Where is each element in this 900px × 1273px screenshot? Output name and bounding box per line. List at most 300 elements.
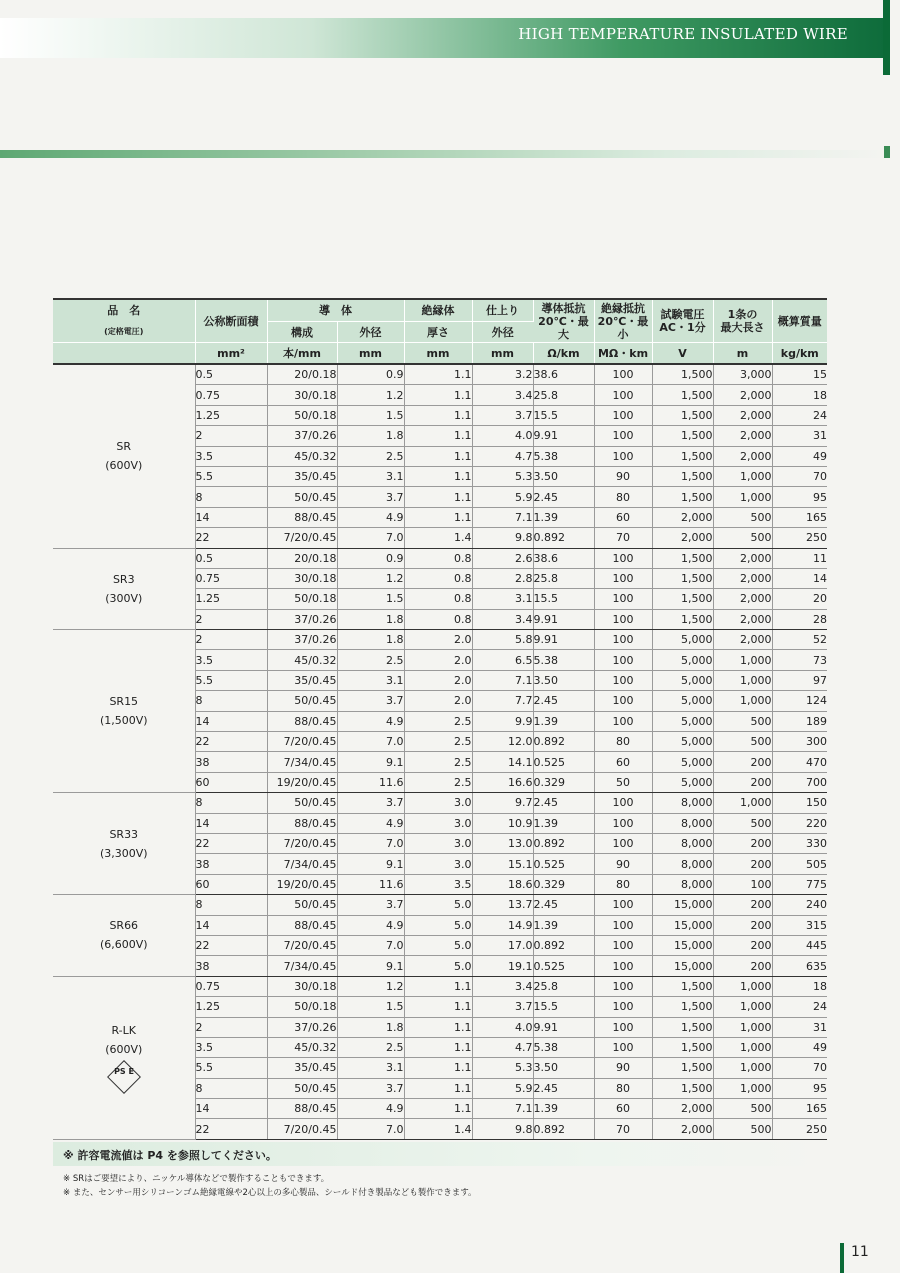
table-cell: 1.1 xyxy=(404,976,472,996)
product-voltage: (300V) xyxy=(105,591,143,605)
table-cell: 5.38 xyxy=(533,446,594,466)
product-name: SR66 xyxy=(109,919,139,933)
table-cell: 8 xyxy=(195,895,267,915)
table-cell: 37/0.26 xyxy=(267,609,337,629)
table-cell: 7.1 xyxy=(472,507,533,527)
table-cell: 88/0.45 xyxy=(267,711,337,731)
header-product-sub: (定格電圧) xyxy=(104,327,144,336)
table-cell: 0.892 xyxy=(533,833,594,853)
table-cell: 100 xyxy=(594,650,652,670)
table-cell: 45/0.32 xyxy=(267,1037,337,1057)
table-cell: 315 xyxy=(772,915,827,935)
table-cell: 250 xyxy=(772,528,827,548)
table-cell: 5,000 xyxy=(652,691,713,711)
table-cell: 1,500 xyxy=(652,446,713,466)
table-cell: 3.1 xyxy=(472,589,533,609)
table-cell: 11.6 xyxy=(337,772,404,792)
header-product-spacer xyxy=(53,343,195,365)
table-cell: 2,000 xyxy=(713,609,772,629)
table-cell: 3.50 xyxy=(533,1058,594,1078)
table-cell: 1,500 xyxy=(652,426,713,446)
table-cell: 60 xyxy=(594,752,652,772)
table-cell: 80 xyxy=(594,732,652,752)
table-cell: 15,000 xyxy=(652,915,713,935)
table-cell: 90 xyxy=(594,466,652,486)
table-cell: 1.39 xyxy=(533,711,594,731)
table-cell: 11 xyxy=(772,548,827,568)
table-cell: 1.25 xyxy=(195,405,267,425)
header-finish-od: 外径 xyxy=(472,322,533,343)
table-cell: 1.5 xyxy=(337,405,404,425)
table-body xyxy=(53,364,827,1139)
table-cell: 220 xyxy=(772,813,827,833)
header-product: 品 名 (定格電圧) xyxy=(53,299,195,343)
table-cell: 3.0 xyxy=(404,793,472,813)
table-cell: 13.0 xyxy=(472,833,533,853)
table-cell: 20 xyxy=(772,589,827,609)
table-cell: 8 xyxy=(195,793,267,813)
table-cell: 35/0.45 xyxy=(267,466,337,486)
table-cell: 7/20/0.45 xyxy=(267,528,337,548)
table-cell: 38.6 xyxy=(533,548,594,568)
table-cell: 1.1 xyxy=(404,426,472,446)
table-cell: 95 xyxy=(772,487,827,507)
table-cell: 1.5 xyxy=(337,997,404,1017)
table-cell: 18.6 xyxy=(472,874,533,894)
table-cell: 4.7 xyxy=(472,446,533,466)
table-cell: 2.0 xyxy=(404,670,472,690)
table-cell: 2 xyxy=(195,630,267,650)
table-cell: 3.7 xyxy=(472,405,533,425)
table-cell: 1,000 xyxy=(713,1078,772,1098)
table-cell: 60 xyxy=(195,874,267,894)
table-cell: 1,500 xyxy=(652,548,713,568)
page-number-bar xyxy=(840,1243,844,1273)
table-cell: 0.5 xyxy=(195,364,267,385)
table-cell: 0.892 xyxy=(533,732,594,752)
table-cell: 5.5 xyxy=(195,1058,267,1078)
table-cell: 0.329 xyxy=(533,772,594,792)
table-cell: 3.5 xyxy=(195,650,267,670)
table-cell: 165 xyxy=(772,1099,827,1119)
table-cell: 73 xyxy=(772,650,827,670)
table-cell: 500 xyxy=(713,1099,772,1119)
table-cell: 0.525 xyxy=(533,854,594,874)
header-conductor: 導 体 xyxy=(267,299,404,322)
table-cell: 1.1 xyxy=(404,1058,472,1078)
table-cell: 100 xyxy=(594,1037,652,1057)
header-cond-od: 外径 xyxy=(337,322,404,343)
table-cell: 1.8 xyxy=(337,426,404,446)
table-cell: 22 xyxy=(195,732,267,752)
table-cell: 52 xyxy=(772,630,827,650)
table-cell: 37/0.26 xyxy=(267,630,337,650)
table-cell: 1,500 xyxy=(652,997,713,1017)
table-cell: 1.2 xyxy=(337,568,404,588)
table-cell: 200 xyxy=(713,752,772,772)
product-voltage: (1,500V) xyxy=(99,714,148,728)
table-cell: 5.3 xyxy=(472,466,533,486)
divider-tick xyxy=(884,146,890,158)
table-cell: 5,000 xyxy=(652,711,713,731)
table-cell: 0.75 xyxy=(195,568,267,588)
table-cell: 12.0 xyxy=(472,732,533,752)
table-cell: 7/20/0.45 xyxy=(267,833,337,853)
table-cell: 2 xyxy=(195,1017,267,1037)
table-cell: 165 xyxy=(772,507,827,527)
table-cell: 500 xyxy=(713,1119,772,1139)
table-cell: 1.1 xyxy=(404,1078,472,1098)
table-cell: 2.5 xyxy=(404,772,472,792)
table-cell: 28 xyxy=(772,609,827,629)
table-cell: 14.9 xyxy=(472,915,533,935)
unit-weight: kg/km xyxy=(772,343,827,365)
table-cell: 505 xyxy=(772,854,827,874)
table-cell: 24 xyxy=(772,997,827,1017)
table-cell: 30/0.18 xyxy=(267,385,337,405)
table-cell: 200 xyxy=(713,895,772,915)
table-cell: 189 xyxy=(772,711,827,731)
header-weight: 概算質量 xyxy=(772,299,827,343)
table-cell: 2.5 xyxy=(404,711,472,731)
note-nickel: ※ SRはご要望により、ニッケル導体などで製作することもできます。 xyxy=(63,1174,330,1184)
table-cell: 100 xyxy=(594,548,652,568)
table-row xyxy=(53,364,827,385)
table-cell: 2,000 xyxy=(713,630,772,650)
table-cell: 9.8 xyxy=(472,1119,533,1139)
table-cell: 3.5 xyxy=(195,446,267,466)
header-max-length: 1条の 最大長さ xyxy=(713,299,772,343)
table-cell: 7/20/0.45 xyxy=(267,1119,337,1139)
table-cell: 7.0 xyxy=(337,833,404,853)
table-cell: 3.2 xyxy=(472,364,533,385)
table-cell: 2.5 xyxy=(404,732,472,752)
table-cell: 0.525 xyxy=(533,956,594,976)
table-cell: 200 xyxy=(713,915,772,935)
unit-resistance: Ω/km xyxy=(533,343,594,365)
table-cell: 500 xyxy=(713,732,772,752)
table-cell: 100 xyxy=(594,956,652,976)
table-cell: 9.91 xyxy=(533,609,594,629)
product-cell xyxy=(53,548,195,630)
table-cell: 35/0.45 xyxy=(267,1058,337,1078)
table-cell: 150 xyxy=(772,793,827,813)
note-allowable-current: ※ 許容電流値は P4 を参照してください。 xyxy=(63,1149,277,1162)
table-cell: 20/0.18 xyxy=(267,364,337,385)
product-cell xyxy=(53,364,195,548)
table-cell: 14 xyxy=(195,1099,267,1119)
table-cell: 14 xyxy=(195,507,267,527)
table-cell: 1,000 xyxy=(713,670,772,690)
table-cell: 100 xyxy=(594,813,652,833)
table-cell: 0.5 xyxy=(195,548,267,568)
table-cell: 38 xyxy=(195,752,267,772)
table-cell: 1.2 xyxy=(337,385,404,405)
table-cell: 1.39 xyxy=(533,507,594,527)
table-cell: 2,000 xyxy=(713,446,772,466)
table-cell: 100 xyxy=(594,670,652,690)
table-cell: 5,000 xyxy=(652,670,713,690)
table-cell: 1.1 xyxy=(404,466,472,486)
table-cell: 0.75 xyxy=(195,385,267,405)
table-cell: 500 xyxy=(713,528,772,548)
table-cell: 14 xyxy=(772,568,827,588)
table-cell: 11.6 xyxy=(337,874,404,894)
table-cell: 7.7 xyxy=(472,691,533,711)
table-cell: 50/0.45 xyxy=(267,691,337,711)
table-cell: 2.45 xyxy=(533,793,594,813)
table-cell: 9.1 xyxy=(337,752,404,772)
table-cell: 0.9 xyxy=(337,548,404,568)
table-cell: 88/0.45 xyxy=(267,1099,337,1119)
table-cell: 2,000 xyxy=(713,589,772,609)
table-cell: 70 xyxy=(594,528,652,548)
table-cell: 38 xyxy=(195,956,267,976)
table-cell: 15.5 xyxy=(533,589,594,609)
table-cell: 100 xyxy=(594,997,652,1017)
table-cell: 1,000 xyxy=(713,1037,772,1057)
table-cell: 5,000 xyxy=(652,630,713,650)
table-row xyxy=(53,793,827,813)
table-cell: 8,000 xyxy=(652,833,713,853)
table-cell: 50/0.45 xyxy=(267,487,337,507)
table-cell: 49 xyxy=(772,1037,827,1057)
table-cell: 60 xyxy=(594,507,652,527)
product-name: R-LK xyxy=(111,1023,136,1037)
table-cell: 90 xyxy=(594,1058,652,1078)
product-voltage: (600V) xyxy=(105,459,143,473)
table-cell: 50/0.18 xyxy=(267,405,337,425)
table-cell: 100 xyxy=(594,589,652,609)
table-cell: 3.7 xyxy=(337,895,404,915)
note-other-products: ※ また、センサー用シリコーンゴム絶縁電線や2心以上の多心製品、シールド付き製品なども製作できます。 xyxy=(63,1188,477,1198)
table-cell: 1.39 xyxy=(533,915,594,935)
table-cell: 4.9 xyxy=(337,915,404,935)
table-cell: 1.1 xyxy=(404,1037,472,1057)
table-cell: 500 xyxy=(713,507,772,527)
table-cell: 60 xyxy=(195,772,267,792)
table-cell: 700 xyxy=(772,772,827,792)
table-cell: 5.9 xyxy=(472,487,533,507)
table-cell: 500 xyxy=(713,711,772,731)
table-cell: 5,000 xyxy=(652,650,713,670)
table-cell: 60 xyxy=(594,1099,652,1119)
table-cell: 3.0 xyxy=(404,833,472,853)
table-cell: 100 xyxy=(594,895,652,915)
table-cell: 15.1 xyxy=(472,854,533,874)
table-cell: 9.9 xyxy=(472,711,533,731)
table-cell: 14 xyxy=(195,813,267,833)
table-cell: 37/0.26 xyxy=(267,1017,337,1037)
table-cell: 300 xyxy=(772,732,827,752)
header-resistance: 導体抵抗 20℃・最大 xyxy=(533,299,594,343)
table-cell: 18 xyxy=(772,976,827,996)
table-cell: 3.0 xyxy=(404,813,472,833)
header-construction: 構成 xyxy=(267,322,337,343)
table-cell: 200 xyxy=(713,935,772,955)
table-cell: 7/20/0.45 xyxy=(267,935,337,955)
table-cell: 4.9 xyxy=(337,1099,404,1119)
table-row xyxy=(53,895,827,915)
table-cell: 200 xyxy=(713,956,772,976)
table-cell: 240 xyxy=(772,895,827,915)
table-cell: 2.45 xyxy=(533,895,594,915)
table-cell: 95 xyxy=(772,1078,827,1098)
table-header xyxy=(53,299,827,364)
table-cell: 38.6 xyxy=(533,364,594,385)
table-cell: 31 xyxy=(772,426,827,446)
table-cell: 0.892 xyxy=(533,528,594,548)
table-cell: 0.329 xyxy=(533,874,594,894)
table-cell: 445 xyxy=(772,935,827,955)
table-cell: 2 xyxy=(195,426,267,446)
table-cell: 1.5 xyxy=(337,589,404,609)
pse-mark-label: PS E xyxy=(113,1066,134,1076)
header-title: HIGH TEMPERATURE INSULATED WIRE xyxy=(518,25,848,43)
unit-cond-od: mm xyxy=(337,343,404,365)
table-row xyxy=(53,630,827,650)
table-cell: 1.39 xyxy=(533,1099,594,1119)
table-cell: 1.8 xyxy=(337,609,404,629)
table-cell: 50/0.45 xyxy=(267,895,337,915)
table-cell: 38 xyxy=(195,854,267,874)
table-cell: 6.5 xyxy=(472,650,533,670)
table-cell: 100 xyxy=(594,691,652,711)
table-cell: 1.25 xyxy=(195,589,267,609)
table-cell: 7/20/0.45 xyxy=(267,732,337,752)
table-cell: 2.0 xyxy=(404,691,472,711)
table-cell: 9.8 xyxy=(472,528,533,548)
table-cell: 1,500 xyxy=(652,385,713,405)
table-cell: 500 xyxy=(713,813,772,833)
table-cell: 70 xyxy=(594,1119,652,1139)
table-cell: 4.7 xyxy=(472,1037,533,1057)
header-thickness: 厚さ xyxy=(404,322,472,343)
table-cell: 15.5 xyxy=(533,405,594,425)
table-cell: 30/0.18 xyxy=(267,976,337,996)
table-row xyxy=(53,548,827,568)
table-cell: 2,000 xyxy=(652,1119,713,1139)
table-cell: 49 xyxy=(772,446,827,466)
table-cell: 22 xyxy=(195,528,267,548)
table-cell: 15.5 xyxy=(533,997,594,1017)
table-cell: 0.525 xyxy=(533,752,594,772)
table-cell: 80 xyxy=(594,1078,652,1098)
table-cell: 50 xyxy=(594,772,652,792)
product-name: SR xyxy=(116,440,132,454)
table-cell: 17.0 xyxy=(472,935,533,955)
table-cell: 1.1 xyxy=(404,997,472,1017)
table-cell: 3.4 xyxy=(472,976,533,996)
table-cell: 100 xyxy=(594,711,652,731)
table-cell: 3.50 xyxy=(533,670,594,690)
table-cell: 3.7 xyxy=(337,1078,404,1098)
table-cell: 250 xyxy=(772,1119,827,1139)
table-cell: 3.7 xyxy=(337,487,404,507)
header-ins-resistance: 絶縁抵抗 20℃・最小 xyxy=(594,299,652,343)
table-cell: 20/0.18 xyxy=(267,548,337,568)
table-cell: 1.1 xyxy=(404,1017,472,1037)
table-cell: 2.0 xyxy=(404,630,472,650)
header-area: 公称断面積 xyxy=(195,299,267,343)
table-cell: 1.8 xyxy=(337,1017,404,1037)
table-cell: 1.39 xyxy=(533,813,594,833)
table-cell: 25.8 xyxy=(533,568,594,588)
table-cell: 1.4 xyxy=(404,1119,472,1139)
table-cell: 3,000 xyxy=(713,364,772,385)
table-cell: 1,500 xyxy=(652,405,713,425)
table-cell: 50/0.18 xyxy=(267,997,337,1017)
table-cell: 9.91 xyxy=(533,426,594,446)
table-cell: 1,500 xyxy=(652,609,713,629)
table-cell: 3.1 xyxy=(337,466,404,486)
table-cell: 1,500 xyxy=(652,568,713,588)
table-cell: 7.1 xyxy=(472,670,533,690)
table-cell: 5.0 xyxy=(404,935,472,955)
table-cell: 7/34/0.45 xyxy=(267,956,337,976)
table-cell: 80 xyxy=(594,874,652,894)
spec-table xyxy=(53,298,827,1140)
table-cell: 330 xyxy=(772,833,827,853)
table-cell: 15 xyxy=(772,364,827,385)
table-cell: 635 xyxy=(772,956,827,976)
table-cell: 0.8 xyxy=(404,589,472,609)
table-cell: 1.1 xyxy=(404,364,472,385)
table-cell: 45/0.32 xyxy=(267,650,337,670)
table-cell: 3.4 xyxy=(472,609,533,629)
table-cell: 0.8 xyxy=(404,609,472,629)
table-cell: 45/0.32 xyxy=(267,446,337,466)
table-cell: 1.25 xyxy=(195,997,267,1017)
table-cell: 3.50 xyxy=(533,466,594,486)
table-cell: 24 xyxy=(772,405,827,425)
unit-max-length: m xyxy=(713,343,772,365)
table-cell: 1,000 xyxy=(713,976,772,996)
table-cell: 1.1 xyxy=(404,446,472,466)
table-cell: 200 xyxy=(713,854,772,874)
table-cell: 3.7 xyxy=(337,691,404,711)
table-cell: 3.1 xyxy=(337,1058,404,1078)
table-cell: 70 xyxy=(772,1058,827,1078)
table-cell: 1,500 xyxy=(652,976,713,996)
table-cell: 5.0 xyxy=(404,915,472,935)
table-cell: 100 xyxy=(594,426,652,446)
table-cell: 4.0 xyxy=(472,1017,533,1037)
table-cell: 8 xyxy=(195,487,267,507)
unit-test-voltage: V xyxy=(652,343,713,365)
table-cell: 22 xyxy=(195,833,267,853)
table-cell: 100 xyxy=(594,568,652,588)
table-cell: 19/20/0.45 xyxy=(267,772,337,792)
table-cell: 2.45 xyxy=(533,691,594,711)
table-cell: 2,000 xyxy=(713,568,772,588)
product-name: SR3 xyxy=(112,572,135,586)
table-cell: 22 xyxy=(195,935,267,955)
table-cell: 1,500 xyxy=(652,589,713,609)
table-cell: 1,000 xyxy=(713,1058,772,1078)
table-cell: 5.38 xyxy=(533,1037,594,1057)
table-cell: 7.0 xyxy=(337,935,404,955)
divider xyxy=(0,150,890,158)
table-cell: 100 xyxy=(713,874,772,894)
table-cell: 3.1 xyxy=(337,670,404,690)
product-voltage: (6,600V) xyxy=(99,938,148,952)
table-cell: 0.8 xyxy=(404,568,472,588)
table-cell: 14 xyxy=(195,711,267,731)
table-cell: 100 xyxy=(594,446,652,466)
table-cell: 0.892 xyxy=(533,1119,594,1139)
table-cell: 5.0 xyxy=(404,895,472,915)
